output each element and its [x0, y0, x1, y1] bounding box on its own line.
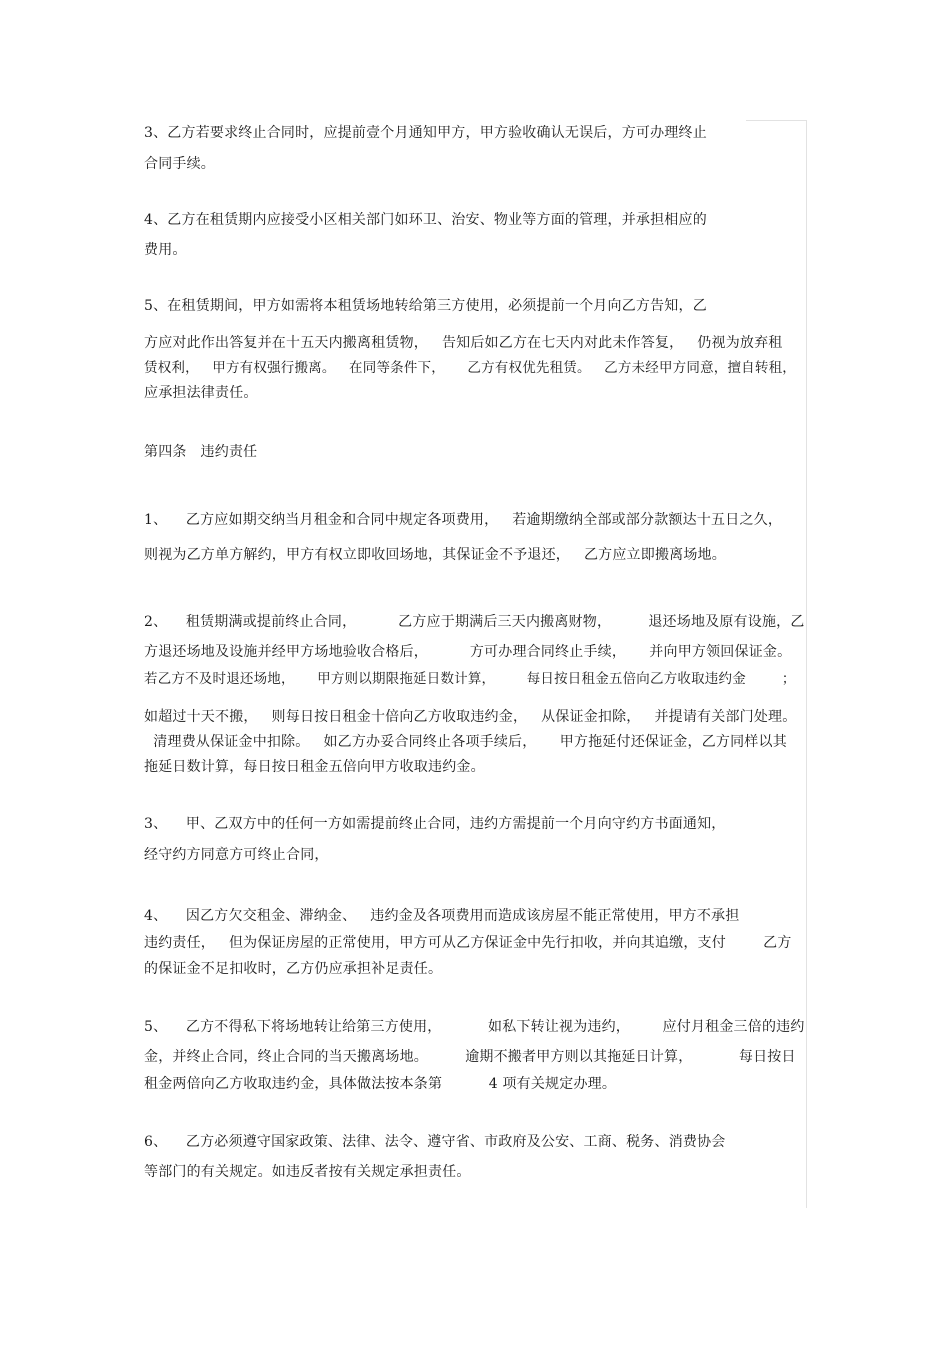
clause-3-line-1: 3、乙方若要求终止合同时，应提前壹个月通知甲方，甲方验收确认无误后，方可办理终止: [144, 125, 707, 141]
clause-4-line-2: 费用。: [144, 242, 187, 258]
section-heading: 第四条 违约责任: [144, 444, 258, 460]
breach-2-line-3: 若乙方不及时退还场地， 甲方则以期限拖延日数计算， 每日按日租金五倍向乙方收取违约金 ；: [144, 671, 796, 687]
breach-1-line-2: 则视为乙方单方解约，甲方有权立即收回场地，其保证金不予退还， 乙方应立即搬离场地。: [144, 547, 726, 563]
breach-2-line-2: 方退还场地及设施并经甲方场地验收合格后， 方可办理合同终止手续， 并向甲方领回保证金。: [144, 644, 792, 660]
breach-4-line-1: 4、 因乙方欠交租金、滞纳金、 违约金及各项费用而造成该房屋不能正常使用，甲方不承担: [144, 908, 740, 924]
clause-5-line-3: 赁权利， 甲方有权强行搬离。 在同等条件下， 乙方有权优先租赁。 乙方未经甲方同意，擅自转租，: [144, 360, 796, 376]
breach-4-line-2: 违约责任， 但为保证房屋的正常使用，甲方可从乙方保证金中先行扣收，并向其追缴，支付 乙方: [144, 935, 792, 951]
breach-2-line-1: 2、 租赁期满或提前终止合同， 乙方应于期满后三天内搬离财物， 退还场地及原有设施，乙: [144, 614, 805, 630]
page-frame-right-edge: [806, 120, 807, 1208]
clause-5-line-1: 5、在租赁期间，甲方如需将本租赁场地转给第三方使用，必须提前一个月向乙方告知，乙: [144, 298, 707, 314]
breach-3-line-2: 经守约方同意方可终止合同，: [144, 847, 329, 863]
breach-5-line-1: 5、 乙方不得私下将场地转让给第三方使用， 如私下转让视为违约， 应付月租金三倍的违约: [144, 1019, 805, 1035]
clause-4-line-1: 4、乙方在租赁期内应接受小区相关部门如环卫、治安、物业等方面的管理，并承担相应的: [144, 212, 707, 228]
breach-6-line-2: 等部门的有关规定。如违反者按有关规定承担责任。: [144, 1164, 471, 1180]
clause-3-line-2: 合同手续。: [144, 156, 215, 172]
breach-3-line-1: 3、 甲、乙双方中的任何一方如需提前终止合同，违约方需提前一个月向守约方书面通知，: [144, 816, 726, 832]
breach-5-line-2: 金，并终止合同，终止合同的当天搬离场地。 逾期不搬者甲方则以其拖延日计算， 每日按日: [144, 1049, 796, 1065]
breach-4-line-3: 的保证金不足扣收时，乙方仍应承担补足责任。: [144, 961, 443, 977]
clause-5-line-2: 方应对此作出答复并在十五天内搬离租赁物， 告知后如乙方在七天内对此未作答复， 仍视为放弃租: [144, 335, 783, 351]
breach-1-line-1: 1、 乙方应如期交纳当月租金和合同中规定各项费用， 若逾期缴纳全部或部分款额达十五日之久，: [144, 512, 783, 528]
breach-6-line-1: 6、 乙方必须遵守国家政策、法律、法令、遵守省、市政府及公安、工商、税务、消费协会: [144, 1134, 726, 1150]
breach-2-line-4: 如超过十天不搬， 则每日按日租金十倍向乙方收取违约金， 从保证金扣除， 并提请有关部门处理。: [144, 709, 797, 725]
breach-2-line-5: 清理费从保证金中扣除。 如乙方办妥合同终止各项手续后， 甲方拖延付还保证金，乙方同样以其: [144, 734, 787, 750]
breach-5-line-3: 租金两倍向乙方收取违约金，具体做法按本条第 4 项有关规定办理。: [144, 1076, 617, 1092]
breach-2-line-6: 拖延日数计算，每日按日租金五倍向甲方收取违约金。: [144, 759, 485, 775]
page-frame-top-edge: [746, 120, 807, 121]
clause-5-line-4: 应承担法律责任。: [144, 385, 258, 401]
